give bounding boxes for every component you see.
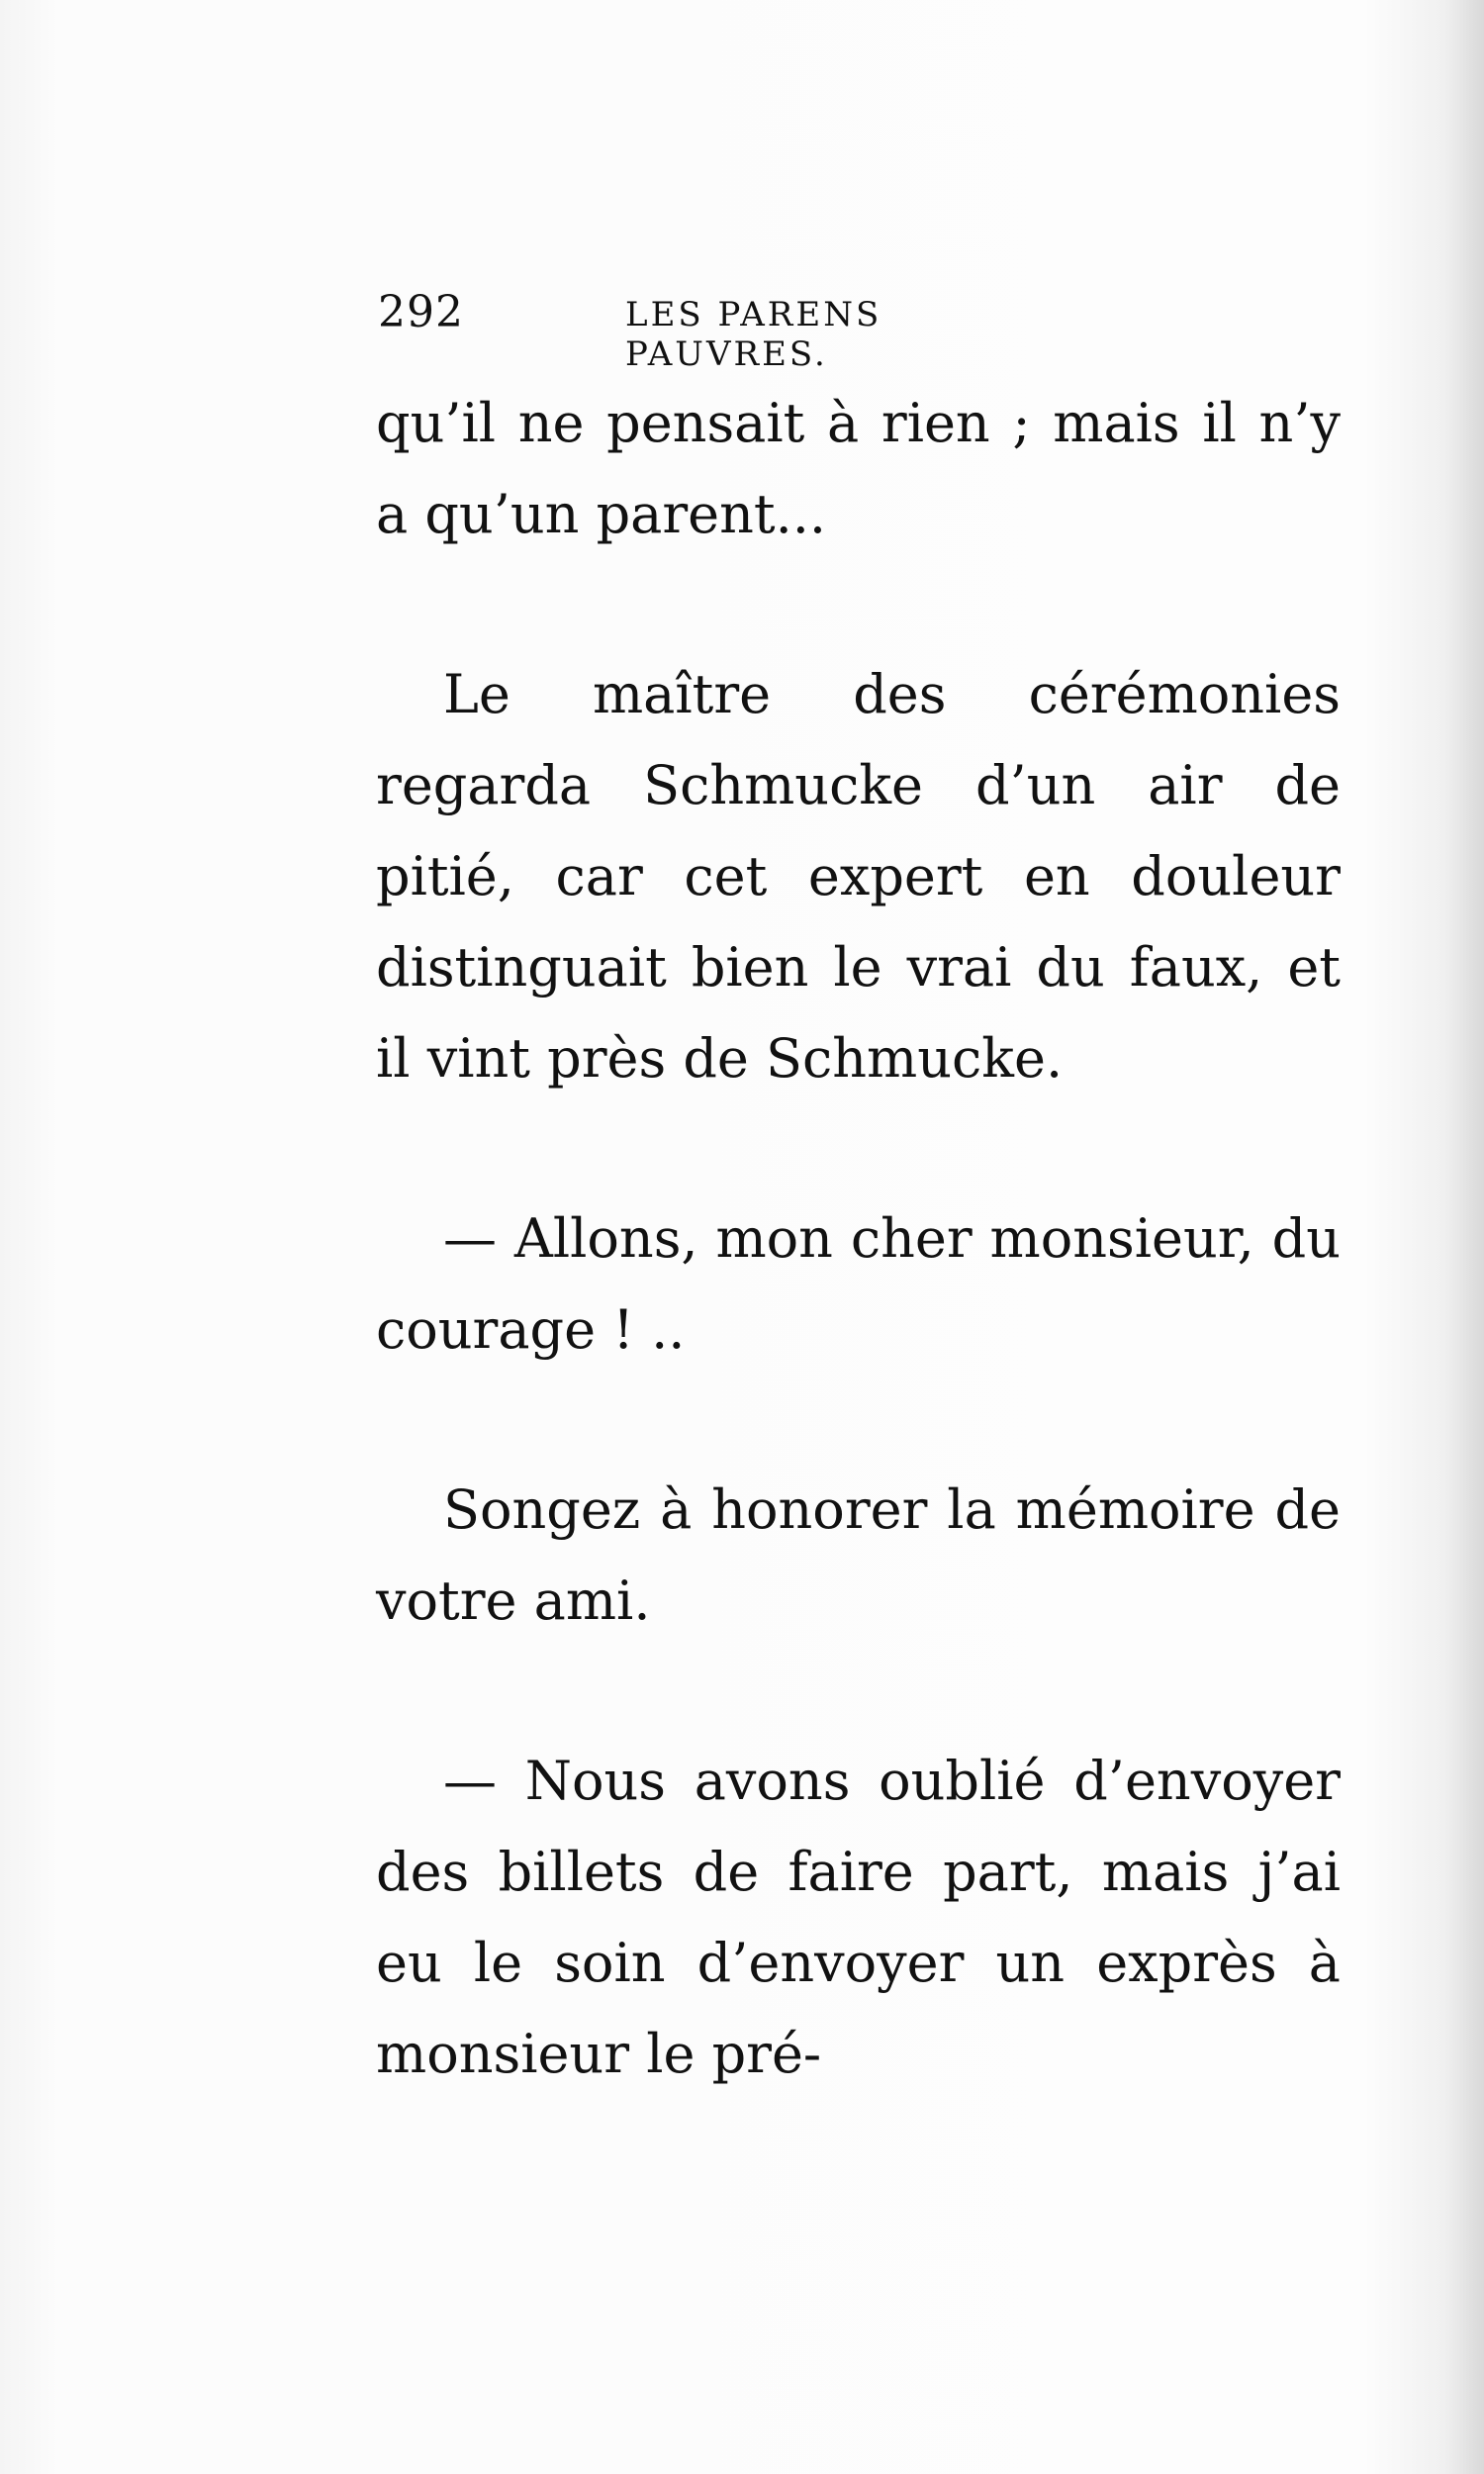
page-header: [378, 287, 1090, 374]
paragraph-2: Le maître des cérémonies regarda Schmucke d’un air de pitié, car cet expert en douleur distinguait bien le vrai du faux, et il vint près de Schmucke.: [376, 663, 1341, 1090]
running-title: LES PARENS PAUVRES.: [625, 295, 882, 374]
page-edge-shadow: [1444, 0, 1484, 2474]
paragraph-3: — Allons, mon cher monsieur, du courage ! ..: [376, 1207, 1341, 1361]
paragraph-5: — Nous avons oublié d’envoyer des billets de faire part, mais j’ai eu le soin d’envoyer un exprès à monsieur le pré-: [376, 1750, 1341, 2085]
paragraph-1: qu’il ne pensait à rien ; mais il n’y a qu’un parent...: [376, 392, 1341, 545]
body-text: [376, 378, 1341, 2100]
page-number: 292: [378, 287, 464, 337]
paragraph-4: Songez à honorer la mémoire de votre ami.: [376, 1478, 1341, 1632]
